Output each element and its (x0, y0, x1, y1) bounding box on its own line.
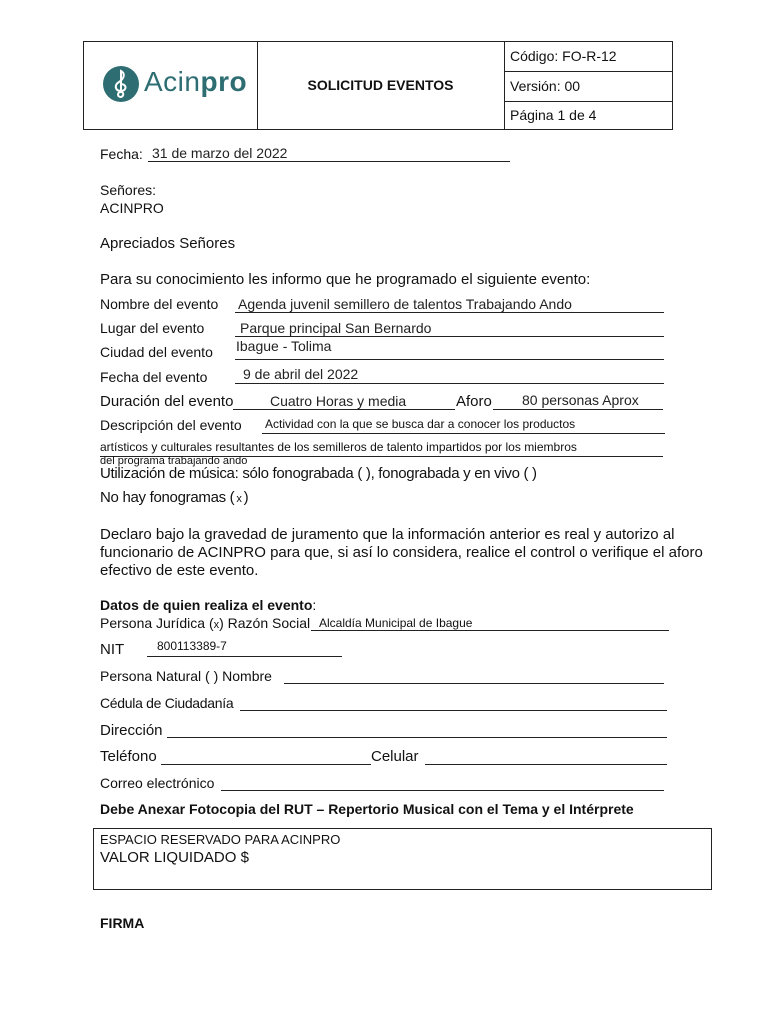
nit-underline (147, 656, 342, 657)
direccion-label: Dirección (100, 722, 163, 739)
descripcion-underline (262, 433, 665, 434)
celular-underline[interactable] (425, 764, 667, 765)
nombre-evento-underline (235, 312, 664, 313)
persona-natural-label: Persona Natural ( ) Nombre (100, 668, 272, 684)
juridica-label: Persona Jurídica ( (100, 615, 214, 631)
aforo-underline (493, 409, 663, 410)
logo-text-pro: pro (200, 66, 248, 97)
correo-underline[interactable] (221, 790, 664, 791)
fecha-evento-label: Fecha del evento (100, 369, 208, 385)
persona-juridica (100, 615, 310, 631)
nombre-evento-label: Nombre del evento (100, 296, 219, 312)
fecha-value[interactable]: 31 de marzo del 2022 (152, 145, 288, 161)
nombre-evento-value[interactable]: Agenda juvenil semillero de talentos Trabajando Ando (238, 296, 572, 312)
ciudad-evento-underline (235, 359, 664, 360)
firma-label: FIRMA (100, 915, 145, 931)
declaracion-line: efectivo de este evento. (100, 562, 259, 579)
no-fonogramas-checkmark[interactable]: x (236, 493, 242, 505)
duracion-label: Duración del evento (100, 393, 234, 410)
datos-title-colon: : (312, 597, 317, 613)
declaracion-line: Declaro bajo la gravedad de juramento que la información anterior es real y autorizo al (100, 526, 675, 543)
fecha-underline (148, 161, 510, 162)
anexo-notice: Debe Anexar Fotocopia del RUT – Repertorio Musical con el Tema y el Intérprete (100, 801, 634, 817)
pagina-cell: Página 1 de 4 (510, 107, 597, 123)
header-divider (504, 42, 505, 129)
correo-label: Correo electrónico (100, 775, 215, 791)
acinpro-text: ACINPRO (100, 200, 164, 216)
document-title: SOLICITUD EVENTOS (307, 77, 454, 93)
datos-title (100, 597, 316, 613)
fecha-evento-underline (235, 383, 664, 384)
razon-social-label: ) Razón Social (219, 615, 311, 631)
aforo-label: Aforo (456, 393, 492, 410)
razon-social-value[interactable]: Alcaldía Municipal de Ibague (319, 616, 473, 630)
nit-value[interactable]: 800113389-7 (157, 639, 227, 653)
aforo-value[interactable]: 80 personas Aprox (522, 392, 639, 408)
saludo-text: Apreciados Señores (100, 235, 236, 252)
razon-social-underline (311, 630, 669, 631)
nit-label: NIT (100, 641, 125, 658)
acinpro-logo (102, 64, 248, 104)
duracion-value[interactable]: Cuatro Horas y media (270, 393, 407, 409)
codigo-cell: Código: FO-R-12 (510, 48, 617, 64)
lugar-evento-underline (235, 336, 664, 337)
datos-title-text: Datos de quien realiza el evento (100, 597, 313, 613)
treble-clef-logo-icon (102, 64, 142, 104)
musica-text: Utilización de música: sólo fonograbada ( ), fonograbada y en vivo ( ) (100, 465, 537, 482)
reservado-box (93, 828, 712, 890)
senores-text: Señores: (100, 182, 157, 198)
fecha-label: Fecha: (100, 146, 143, 162)
nombre-underline[interactable] (284, 683, 664, 684)
header-table (83, 41, 673, 130)
telefono-underline[interactable] (161, 764, 371, 765)
cedula-underline[interactable] (240, 710, 667, 711)
reservado-title: ESPACIO RESERVADO PARA ACINPRO (100, 832, 341, 847)
header-row-divider (504, 101, 672, 102)
descripcion-label: Descripción del evento (100, 417, 242, 433)
valor-liquidado-label: VALOR LIQUIDADO $ (100, 849, 249, 866)
duracion-underline (233, 409, 455, 410)
descripcion-value-line3[interactable]: del programa trabajando ando (100, 455, 248, 467)
descripcion-value-line1[interactable]: Actividad con la que se busca dar a conocer los productos (265, 417, 576, 431)
no-fonogramas (100, 489, 248, 506)
declaracion-line: funcionario de ACINPRO para que, si así lo considera, realice el control o verifique el aforo (100, 544, 703, 561)
version-cell: Versión: 00 (510, 78, 581, 94)
fecha-evento-value[interactable]: 9 de abril del 2022 (243, 366, 359, 382)
intro-paragraph: Para su conocimiento les informo que he programado el siguiente evento: (100, 271, 591, 288)
no-fonogramas-close: ) (243, 489, 249, 506)
telefono-label: Teléfono (100, 748, 157, 765)
descripcion-value-line2[interactable]: artísticos y culturales resultantes de los semilleros de talento impartidos por los miembros (100, 440, 577, 454)
logo-text-acin: Acin (144, 66, 201, 97)
juridica-checkmark[interactable]: x (213, 619, 220, 631)
ciudad-evento-value[interactable]: Ibague - Tolima (236, 338, 332, 354)
cedula-label: Cédula de Ciudadanía (100, 695, 234, 711)
lugar-evento-value[interactable]: Parque principal San Bernardo (240, 320, 432, 336)
no-fonogramas-label: No hay fonogramas ( (100, 489, 235, 506)
direccion-underline[interactable] (167, 737, 667, 738)
ciudad-evento-label: Ciudad del evento (100, 344, 213, 360)
lugar-evento-label: Lugar del evento (100, 320, 205, 336)
celular-label: Celular (371, 748, 419, 765)
logo-wordmark (144, 66, 247, 98)
header-row-divider (504, 71, 672, 72)
